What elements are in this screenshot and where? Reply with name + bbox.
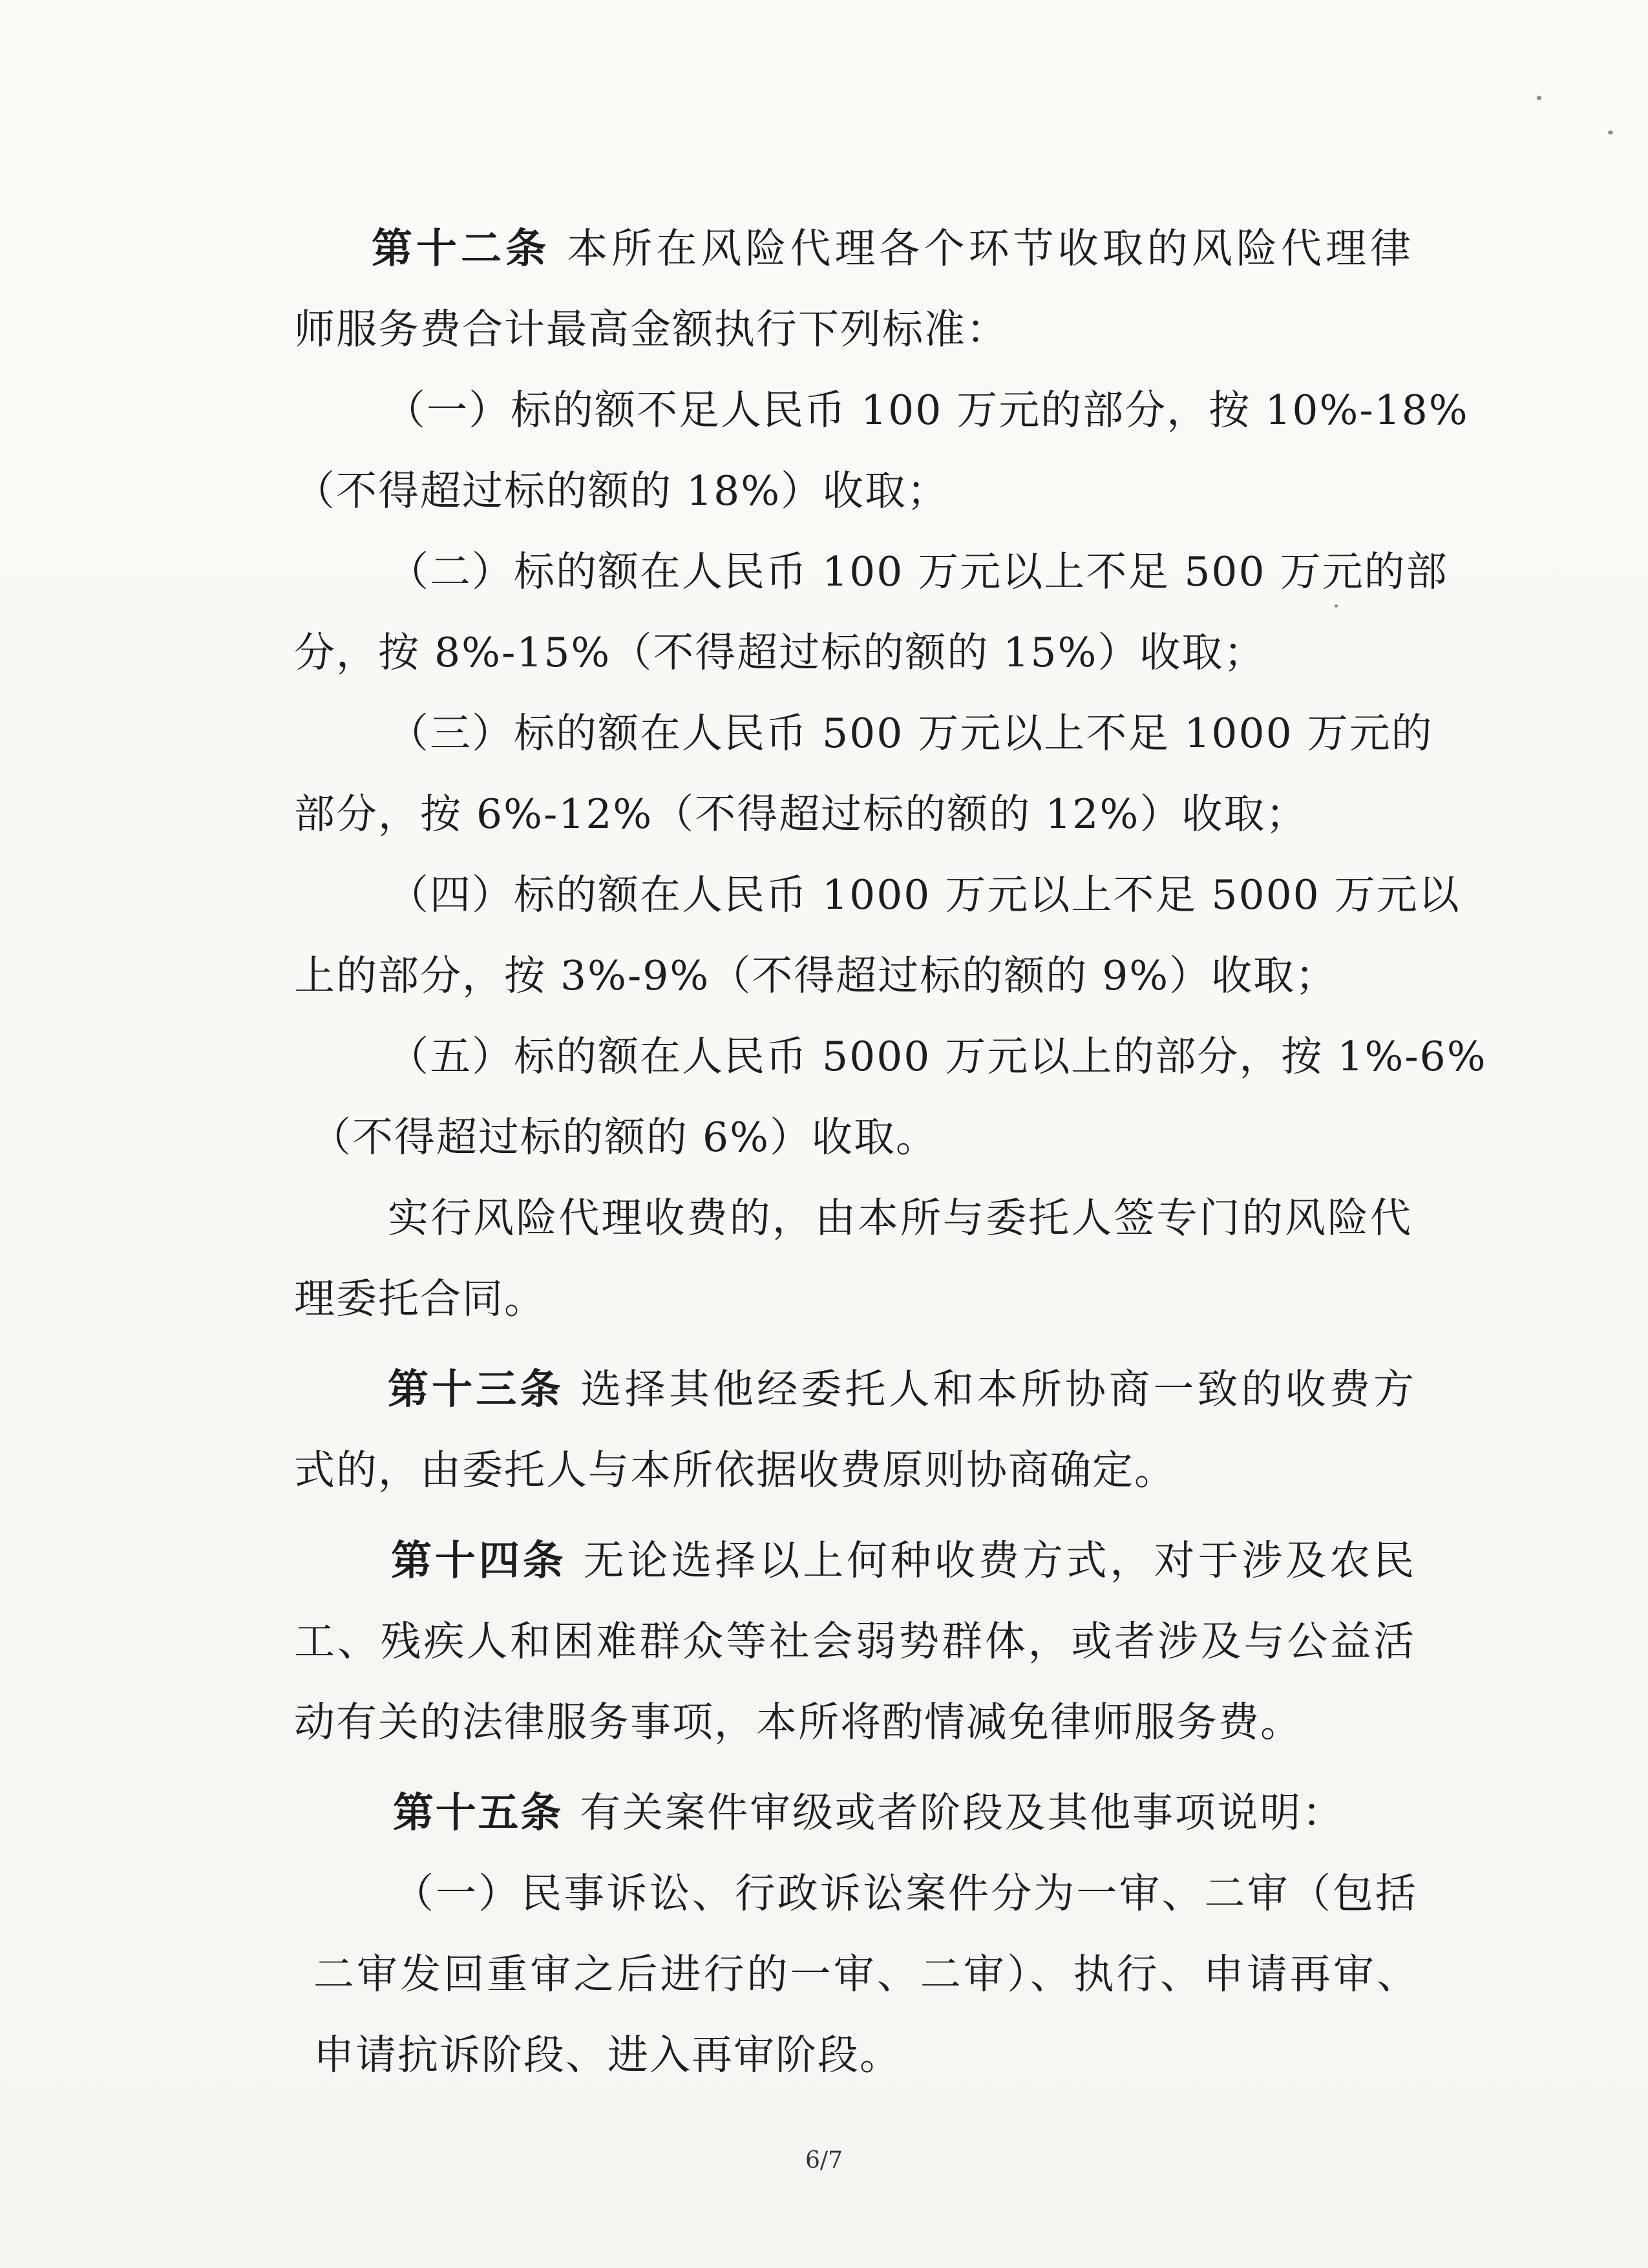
article-13-line-1: 第十三条 选择其他经委托人和本所协商一致的收费方	[388, 1366, 1416, 1413]
tier-2-line-1: （二）标的额在人民币 100 万元以上不足 500 万元的部	[388, 548, 1448, 595]
article-15-line-1: 第十五条 有关案件审级或者阶段及其他事项说明：	[393, 1789, 1345, 1836]
tier-2-line-2: 分，按 8%-15%（不得超过标的额的 15%）收取；	[294, 629, 1266, 676]
article-14-heading: 第十四条	[391, 1537, 567, 1584]
risk-agency-paragraph-line-1: 实行风险代理收费的，由本所与委托人签专门的风险代	[388, 1194, 1412, 1242]
article-13-line-2: 式的，由委托人与本所依据收费原则协商确定。	[294, 1447, 1176, 1494]
tier-5-line-2: （不得超过标的额的 6%）收取。	[310, 1114, 938, 1161]
tier-3-line-2: 部分，按 6%-12%（不得超过标的额的 12%）收取；	[294, 790, 1308, 838]
article-12-heading: 第十二条	[372, 225, 551, 272]
article-15-item-1-line-1: （一）民事诉讼、行政诉讼案件分为一审、二审（包括	[393, 1870, 1417, 1917]
tier-1-line-2: （不得超过标的额的 18%）收取；	[294, 467, 949, 514]
scan-speck	[1537, 96, 1541, 100]
tier-1-line-1: （一）标的额不足人民币 100 万元的部分，按 10%-18%	[385, 387, 1469, 434]
scan-speck	[1608, 131, 1613, 134]
article-15-item-1-line-3: 申请抗诉阶段、进入再审阶段。	[313, 2031, 902, 2079]
scan-speck	[1335, 604, 1338, 608]
tier-5-line-1: （五）标的额在人民币 5000 万元以上的部分，按 1%-6%	[388, 1033, 1487, 1080]
article-15-heading: 第十五条	[393, 1789, 564, 1836]
article-14-line-3: 动有关的法律服务事项，本所将酌情减免律师服务费。	[294, 1699, 1302, 1746]
tier-4-line-2: 上的部分，按 3%-9%（不得超过标的额的 9%）收取；	[294, 952, 1338, 999]
risk-agency-paragraph-line-2: 理委托合同。	[294, 1275, 546, 1322]
page-number: 6/7	[805, 2147, 843, 2174]
article-14-line-2: 工、残疾人和困难群众等社会弱势群体，或者涉及与公益活	[294, 1618, 1415, 1665]
article-15-item-1-line-2: 二审发回重审之后进行的一审、二审）、执行、申请再审、	[313, 1951, 1419, 1998]
article-14-line-1: 第十四条 无论选择以上何种收费方式，对于涉及农民	[391, 1537, 1416, 1584]
tier-4-line-1: （四）标的额在人民币 1000 万元以上不足 5000 万元以	[388, 871, 1461, 918]
article-12-line-1: 第十二条 本所在风险代理各个环节收取的风险代理律	[372, 225, 1413, 272]
article-12-line-2: 师服务费合计最高金额执行下列标准：	[294, 306, 1008, 353]
tier-3-line-1: （三）标的额在人民币 500 万元以上不足 1000 万元的	[388, 710, 1433, 757]
article-13-heading: 第十三条	[388, 1366, 564, 1413]
